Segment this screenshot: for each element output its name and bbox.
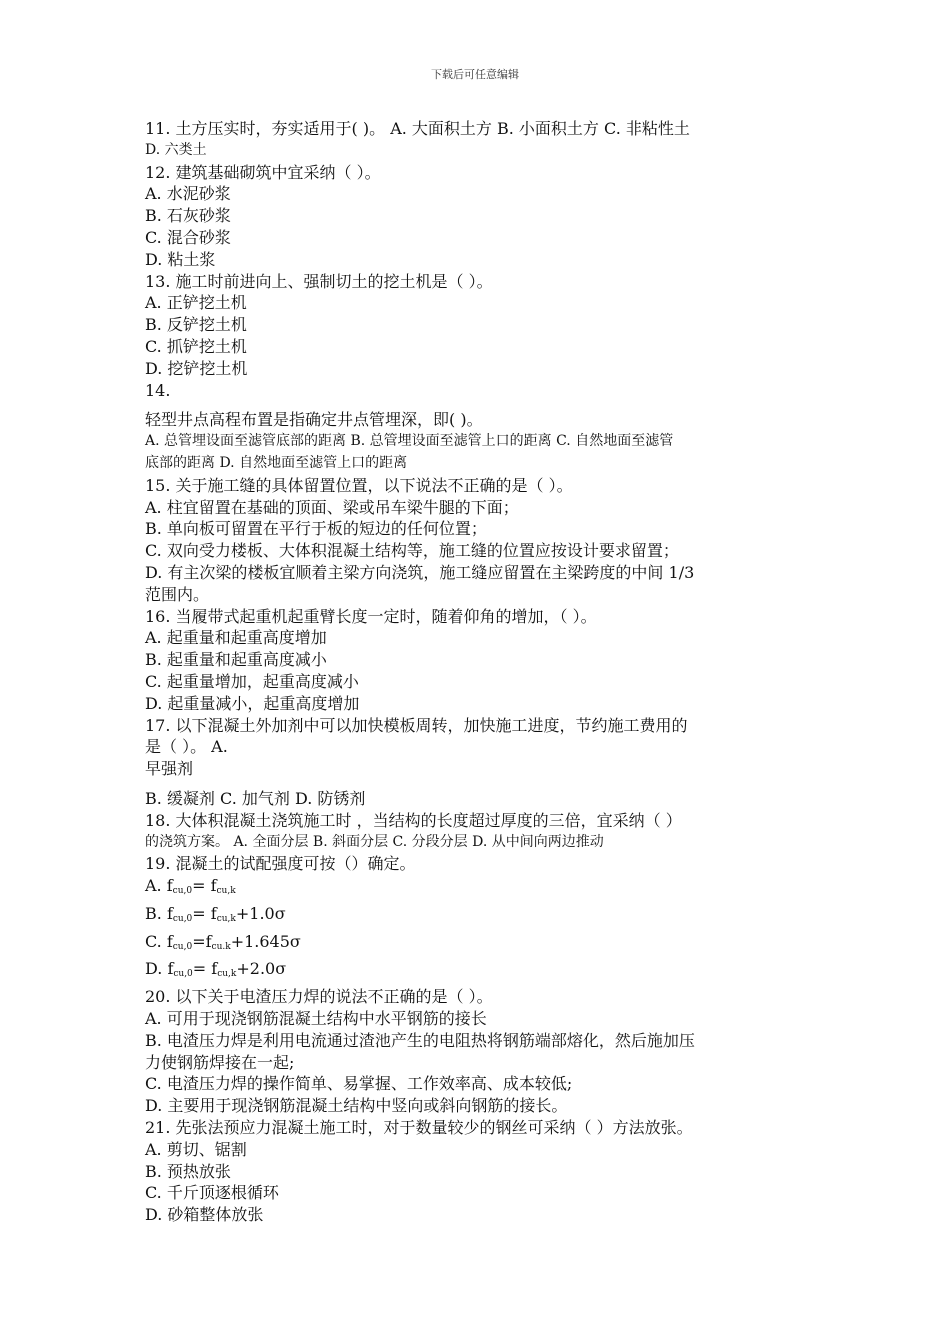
q20-stem: 20. 以下关于电渣压力焊的说法不正确的是（ ）。 — [145, 987, 493, 1007]
q12-option-c: C. 混合砂浆 — [145, 227, 231, 247]
q12-option-b: B. 石灰砂浆 — [145, 206, 231, 226]
q14-options-line2: 底部的距离 D. 自然地面至滤管上口的距离 — [145, 454, 408, 471]
q21-stem: 21. 先张法预应力混凝土施工时，对于数量较少的钢丝可采纳（ ）方法放张。 — [145, 1118, 693, 1138]
formula-sub-cu0: cu,0 — [172, 886, 193, 897]
q20-option-b-line2: 力使钢筋焊接在一起; — [145, 1052, 295, 1072]
q19-option-a — [145, 875, 810, 903]
q15-stem: 15. 关于施工缝的具体留置位置，以下说法不正确的是（ ）。 — [145, 475, 573, 495]
q14-number: 14. — [145, 380, 171, 400]
q20-option-c: C. 电渣压力焊的操作简单、易掌握、工作效率高、成本较低; — [145, 1074, 573, 1094]
q19-option-b — [145, 903, 810, 931]
formula-eq: = — [192, 931, 206, 951]
q19-b-label: B. — [145, 903, 167, 923]
q15-option-c: C. 双向受力楼板、大体积混凝土结构等，施工缝的位置应按设计要求留置； — [145, 541, 679, 561]
q13-option-d: D. 挖铲挖土机 — [145, 358, 248, 378]
q13-option-a: A. 正铲挖土机 — [145, 293, 247, 313]
q17-line2: 是（ ）。 A. — [145, 737, 228, 757]
formula-tail: +2.0σ — [236, 959, 287, 979]
q19-option-d — [145, 958, 810, 986]
formula-sub-cuk: cu,k — [216, 913, 236, 924]
q12-option-a: A. 水泥砂浆 — [145, 184, 231, 204]
q21-option-b: B. 预热放张 — [145, 1161, 231, 1181]
q11-line2: D. 六类土 — [145, 141, 207, 158]
q18-line2: 的浇筑方案。 A. 全面分层 B. 斜面分层 C. 分段分层 D. 从中间向两边推动 — [145, 833, 604, 850]
q17-line3: 早强剂 — [145, 759, 194, 779]
q14-options-line1: A. 总管埋设面至滤管底部的距离 B. 总管埋设面至滤管上口的距离 C. 自然地面至滤管 — [145, 433, 674, 450]
formula-eq: = — [192, 876, 211, 896]
q17-line4: B. 缓凝剂 C. 加气剂 D. 防锈剂 — [145, 788, 366, 808]
q20-option-b-line1: B. 电渣压力焊是利用电流通过渣池产生的电阻热将钢筋端部熔化，然后施加压 — [145, 1030, 695, 1050]
formula-eq: = — [192, 903, 211, 923]
q19-a-label: A. — [145, 876, 167, 896]
q18-line1: 18. 大体积混凝土浇筑施工时 ，当结构的长度超过厚度的三倍，宜采纳（ ） — [145, 810, 682, 830]
q15-option-d-line2: 范围内。 — [145, 584, 210, 604]
page-header: 下载后可任意编辑 — [431, 68, 519, 81]
q19-stem: 19. 混凝土的试配强度可按（）确定。 — [145, 854, 416, 874]
q21-option-c: C. 千斤顶逐根循环 — [145, 1183, 279, 1203]
q19-option-c — [145, 931, 810, 959]
q21-option-a: A. 剪切、锯割 — [145, 1139, 247, 1159]
formula-sub-cuk: cu,k — [216, 886, 236, 897]
formula-f: f — [166, 931, 173, 951]
formula-tail: +1.645σ — [230, 931, 301, 951]
formula-eq: = — [192, 959, 212, 979]
q19-d-label: D. — [145, 959, 168, 979]
formula-sub-cuk: cu,k — [217, 969, 237, 980]
q15-option-a: A. 柱宜留置在基础的顶面、梁或吊车梁牛腿的下面； — [145, 497, 519, 517]
formula-sub-cu0: cu,0 — [172, 913, 193, 924]
q17-line1: 17. 以下混凝土外加剂中可以加快模板周转，加快施工进度，节约施工费用的 — [145, 715, 688, 735]
q20-option-d: D. 主要用于现浇钢筋混凝土结构中竖向或斜向钢筋的接长。 — [145, 1096, 568, 1116]
formula-tail: +1.0σ — [235, 903, 286, 923]
formula-f: f — [166, 903, 173, 923]
q16-option-d: D. 起重量减小，起重高度增加 — [145, 693, 360, 713]
q11-line1: 11. 土方压实时，夯实适用于( )。 A. 大面积土方 B. 小面积土方 C. 非粘性土 — [145, 119, 690, 138]
formula-f: f — [210, 876, 217, 896]
q16-option-a: A. 起重量和起重高度增加 — [145, 628, 327, 648]
q16-option-c: C. 起重量增加，起重高度减小 — [145, 671, 359, 691]
q15-option-d-line1: D. 有主次梁的楼板宜顺着主梁方向浇筑，施工缝应留置在主梁跨度的中间 1/3 — [145, 562, 695, 582]
formula-f: f — [211, 959, 218, 979]
formula-f: f — [167, 959, 174, 979]
q15-option-b: B. 单向板可留置在平行于板的短边的任何位置； — [145, 519, 487, 539]
q13-stem: 13. 施工时前进向上、强制切土的挖土机是（ ）。 — [145, 271, 493, 291]
q14-stem: 轻型井点高程布置是指确定井点管埋深，即( )。 — [145, 410, 483, 430]
q12-stem: 12. 建筑基础砌筑中宜采纳（ ）。 — [145, 162, 381, 182]
q13-option-b: B. 反铲挖土机 — [145, 315, 247, 335]
question-list — [145, 118, 810, 1226]
formula-sub-cuk: cu.k — [211, 941, 231, 952]
q16-option-b: B. 起重量和起重高度减小 — [145, 650, 327, 670]
q12-option-d: D. 粘土浆 — [145, 249, 216, 269]
q13-option-c: C. 抓铲挖土机 — [145, 336, 247, 356]
q20-option-a: A. 可用于现浇钢筋混凝土结构中水平钢筋的接长 — [145, 1009, 487, 1029]
formula-sub-cu0: cu,0 — [173, 969, 193, 980]
q21-option-d: D. 砂箱整体放张 — [145, 1205, 264, 1225]
formula-sub-cu0: cu,0 — [172, 941, 193, 952]
formula-f: f — [205, 931, 212, 951]
formula-f: f — [210, 903, 217, 923]
q19-c-label: C. — [145, 931, 167, 951]
formula-f: f — [166, 876, 173, 896]
q16-stem: 16. 当履带式起重机起重臂长度一定时，随着仰角的增加，（ ）。 — [145, 606, 597, 626]
